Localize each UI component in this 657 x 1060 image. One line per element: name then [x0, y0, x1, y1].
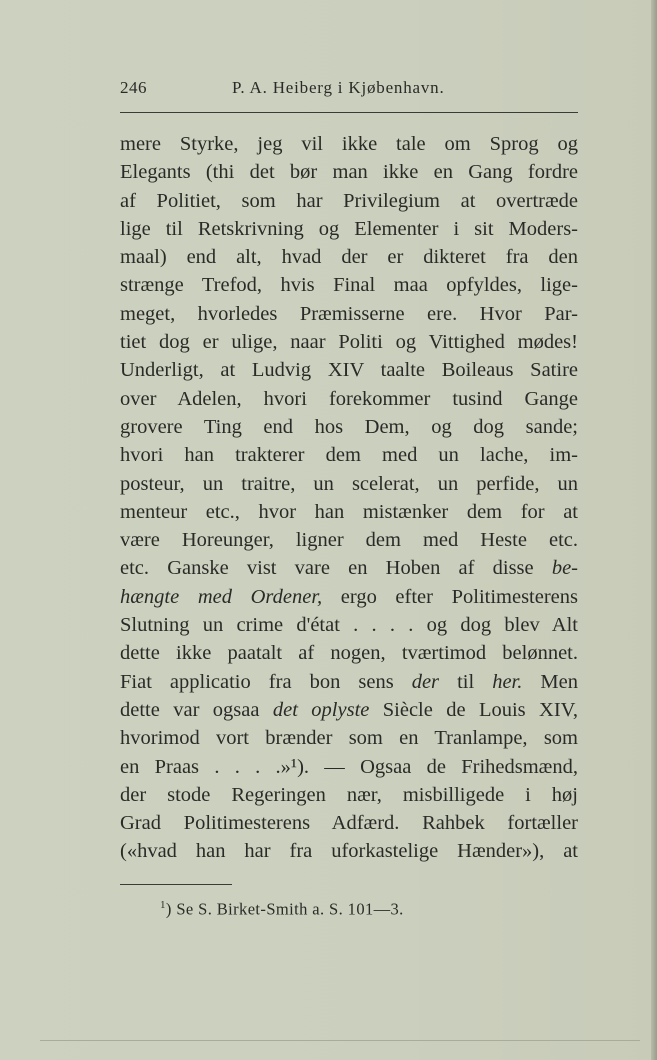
text-line: dette ikke paatalt af nogen, tværtimod belønnet.: [120, 642, 578, 665]
italic-phrase: her.: [492, 670, 523, 693]
page-edge-shadow: [651, 0, 657, 1060]
italic-phrase: der: [411, 670, 440, 693]
text-line: («hvad han har fra uforkastelige Hænder»), at: [120, 840, 578, 863]
italic-phrase: hængte med Ordener,: [120, 585, 323, 608]
text-line: Fiat applicatio fra bon sens der til her. Men: [120, 670, 579, 693]
text-line: posteur, un traitre, un scelerat, un perfide, un: [120, 472, 578, 495]
page-bottom-edge: [40, 1040, 640, 1041]
text-line: der stode Regeringen nær, misbilligede i høj: [120, 783, 578, 806]
text-line: hvorimod vort brænder som en Tranlampe, som: [120, 727, 578, 750]
text-line: Elegants (thi det bør man ikke en Gang fordre: [120, 161, 578, 184]
text-line: etc. Ganske vist vare en Hoben af disse be-: [120, 557, 578, 580]
text-line: tiet dog er ulige, naar Politi og Vittighed mødes!: [120, 331, 578, 354]
text-line: Underligt, at Ludvig XIV taalte Boileaus Satire: [120, 359, 578, 382]
text-line: være Horeunger, ligner dem med Heste etc.: [120, 529, 578, 552]
italic-phrase: det oplyste: [272, 698, 370, 721]
running-head: P. A. Heiberg i Kjøbenhavn.: [232, 78, 445, 97]
text-line: over Adelen, hvori forekommer tusind Gange: [120, 387, 578, 410]
text-line: dette var ogsaa det oplyste Siècle de Louis XIV,: [120, 698, 578, 721]
text-line: Slutning un crime d'état . . . . og dog blev Alt: [120, 614, 578, 637]
text-line: en Praas . . . .»¹). — Ogsaa de Frihedsmænd,: [120, 755, 578, 778]
text-line: meget, hvorledes Præmisserne ere. Hvor Par-: [120, 302, 578, 325]
footnote-rule: [120, 884, 232, 885]
page-header: [120, 78, 578, 106]
text-line: Grad Politimesterens Adfærd. Rahbek fortæller: [120, 812, 578, 835]
text-line: hvori han trakterer dem med un lache, im-: [120, 444, 578, 467]
text-line: menteur etc., hvor han mistænker dem for at: [120, 500, 578, 523]
header-rule: [120, 112, 578, 113]
footnote-text: ) Se S. Birket-Smith a. S. 101—3.: [165, 899, 404, 919]
text-line: hængte med Ordener, ergo efter Politimesterens: [120, 585, 578, 608]
body-text: [120, 130, 578, 866]
text-line: grovere Ting end hos Dem, og dog sande;: [120, 415, 578, 438]
footnote: [160, 899, 404, 920]
text-line: mere Styrke, jeg vil ikke tale om Sprog og: [120, 133, 578, 155]
text-line: maal) end alt, hvad der er dikteret fra den: [120, 246, 578, 269]
text-line: lige til Retskrivning og Elementer i sit Moders-: [120, 217, 578, 240]
text-line: strænge Trefod, hvis Final maa opfyldes, lige-: [120, 274, 578, 297]
italic-phrase: be-: [551, 557, 578, 580]
footnote-marker: 1: [160, 899, 166, 911]
page-number: 246: [120, 78, 147, 97]
text-line: af Politiet, som har Privilegium at overtræde: [120, 189, 578, 212]
